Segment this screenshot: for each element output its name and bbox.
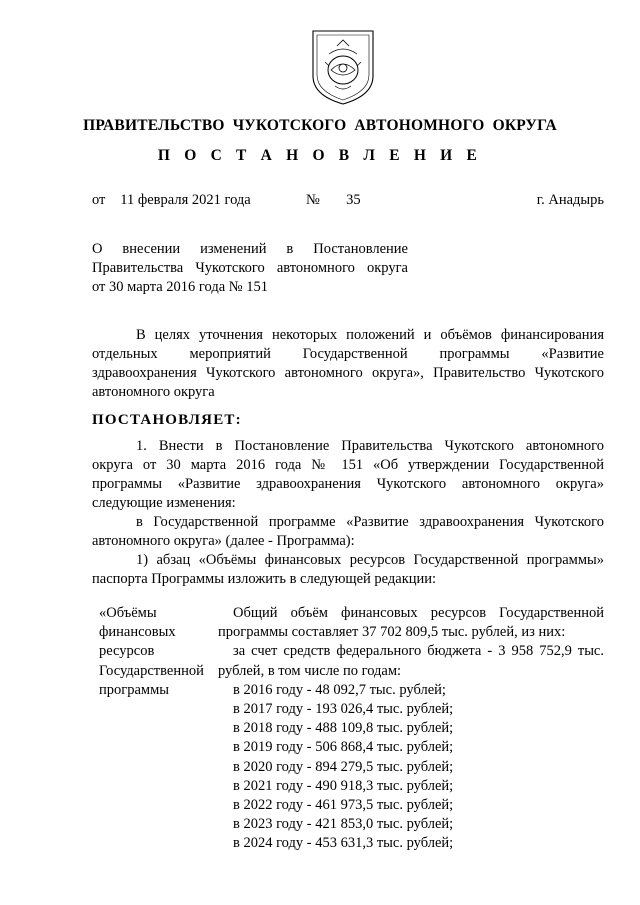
year-funding-line: в 2020 году - 894 279,5 тыс. рублей; (233, 758, 454, 775)
table-label-line: Государственной (99, 662, 204, 679)
coat-of-arms-emblem (309, 28, 377, 106)
table-content-line: рублей, в том числе по годам: (218, 662, 402, 679)
clause-1 (92, 437, 604, 589)
government-title: ПРАВИТЕЛЬСТВО ЧУКОТСКОГО АВТОНОМНОГО ОКРУГА (83, 117, 557, 134)
clause-line: 1. Внести в Постановление Правительства Чукотского автономного (136, 438, 604, 454)
subject-line: О внесении изменений в Постановление (92, 241, 408, 257)
preamble-line: автономного округа (92, 384, 215, 400)
preamble-line: отдельных мероприятий Государственной программы «Развитие (92, 346, 604, 362)
clause-line: программы «Развитие здравоохранения Чукотского автономного округа» (92, 476, 604, 492)
clause-line: паспорта Программы изложить в следующей редакции: (92, 571, 437, 587)
clause-line: 1) абзац «Объёмы финансовых ресурсов Государственной программы» (136, 552, 604, 568)
passport-table-label (99, 604, 217, 700)
table-label-line: финансовых (99, 624, 176, 641)
year-funding-line: в 2021 году - 490 918,3 тыс. рублей; (233, 777, 454, 794)
preamble-paragraph (92, 326, 604, 402)
year-funding-line: в 2019 году - 506 868,4 тыс. рублей; (233, 739, 454, 756)
table-label-line: ресурсов (99, 643, 155, 660)
year-funding-line: в 2024 году - 453 631,3 тыс. рублей; (233, 835, 454, 852)
table-label-line: «Объёмы (99, 605, 157, 621)
table-content-line: Общий объём финансовых ресурсов Государственной (233, 605, 604, 621)
year-funding-line: в 2023 году - 421 853,0 тыс. рублей; (233, 816, 454, 833)
year-funding-line: в 2022 году - 461 973,5 тыс. рублей; (233, 797, 454, 814)
table-content-line: за счет средств федерального бюджета - 3 958 752,9 тыс. (233, 643, 604, 660)
year-funding-line: в 2017 году - 193 026,4 тыс. рублей; (233, 701, 454, 718)
subject-line: от 30 марта 2016 года № 151 (92, 279, 268, 295)
clause-line: в Государственной программе «Развитие здравоохранения Чукотского (136, 514, 604, 530)
number-label: № (306, 192, 320, 208)
decree-subject (92, 240, 408, 297)
table-label-line: программы (99, 681, 169, 698)
clause-line: следующие изменения: (92, 495, 236, 511)
year-funding-line: в 2018 году - 488 109,8 тыс. рублей; (233, 720, 454, 737)
city: г. Анадырь (536, 192, 604, 208)
year-funding-line: в 2016 году - 48 092,7 тыс. рублей; (233, 681, 446, 698)
clause-line: автономного округа» (далее - Программа): (92, 533, 355, 549)
passport-table-content (218, 604, 604, 854)
subject-line: Правительства Чукотского автономного округа (92, 260, 408, 276)
table-content-line: программы составляет 37 702 809,5 тыс. рублей, из них: (218, 624, 566, 641)
decree-title: П О С Т А Н О В Л Е Н И Е (157, 147, 483, 164)
resolves-heading: ПОСТАНОВЛЯЕТ: (92, 412, 242, 428)
clause-line: округа от 30 марта 2016 года № 151 «Об утверждении Государственной (92, 457, 604, 473)
from-label: от (92, 192, 106, 208)
decree-number: 35 (346, 192, 361, 208)
preamble-line: здравоохранения Чукотского автономного округа», Правительство Чукотского (92, 365, 604, 381)
decree-date: 11 февраля 2021 года (120, 192, 251, 208)
preamble-line: В целях уточнения некоторых положений и объёмов финансирования (136, 327, 604, 343)
